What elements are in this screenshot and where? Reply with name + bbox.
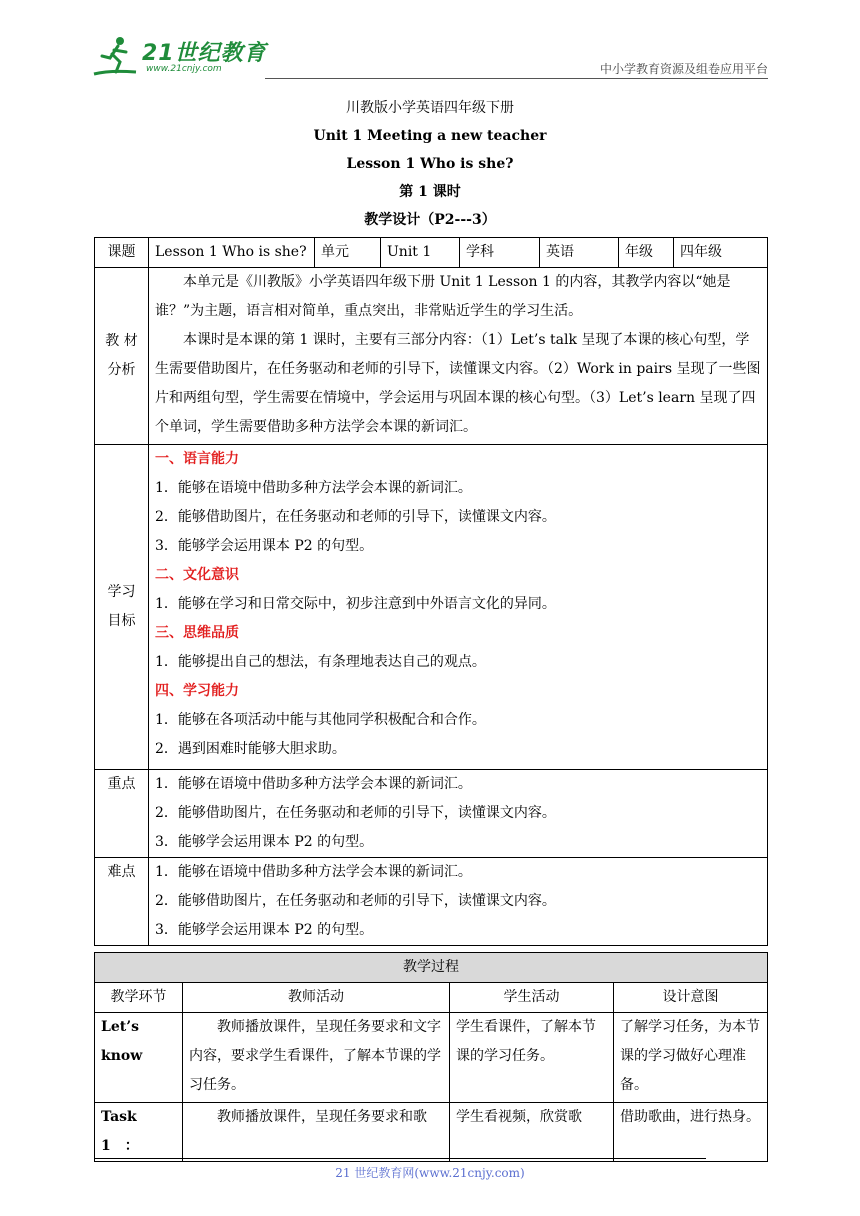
process-header-intent: 设计意图 — [614, 983, 768, 1013]
title-block — [0, 94, 860, 234]
difficult-point-item: 3．能够学会运用课本 P2 的句型。 — [155, 922, 374, 938]
process-title: 教学过程 — [95, 953, 768, 983]
info-value-grade: 四年级 — [674, 238, 768, 268]
goal-item: 1．能够在各项活动中能与其他同学积极配合和合作。 — [155, 712, 486, 728]
process-header-student: 学生活动 — [450, 983, 614, 1013]
goals-heading-1: 一、语言能力 — [155, 451, 239, 467]
info-value-topic: Lesson 1 Who is she? — [149, 238, 315, 268]
title-line-2: Unit 1 Meeting a new teacher — [313, 128, 547, 144]
process-intent: 了解学习任务，为本节课的学习做好心理准备。 — [614, 1013, 768, 1103]
logo — [90, 34, 267, 78]
info-key-subject: 学科 — [460, 238, 540, 268]
goal-item: 2．能够借助图片，在任务驱动和老师的引导下，读懂课文内容。 — [155, 509, 556, 525]
info-key-topic: 课题 — [95, 238, 149, 268]
goal-item: 2．遇到困难时能够大胆求助。 — [155, 741, 346, 757]
difficult-points-row — [95, 858, 768, 946]
goal-item: 3．能够学会运用课本 P2 的句型。 — [155, 538, 374, 554]
logo-url: www.21cnjy.com — [146, 64, 222, 74]
process-intent: 借助歌曲，进行热身。 — [614, 1103, 768, 1162]
goals-heading-4: 四、学习能力 — [155, 683, 239, 699]
info-key-unit: 单元 — [315, 238, 381, 268]
process-student-activity: 学生看视频，欣赏歌 — [450, 1103, 614, 1162]
goal-item: 1．能够在学习和日常交际中，初步注意到中外语言文化的异同。 — [155, 596, 556, 612]
key-points-row — [95, 770, 768, 858]
info-value-unit: Unit 1 — [381, 238, 460, 268]
lesson-plan-table — [94, 237, 768, 946]
page-header — [0, 0, 860, 80]
process-header-row — [95, 983, 768, 1013]
process-header-stage: 教学环节 — [95, 983, 183, 1013]
analysis-row — [95, 268, 768, 445]
goals-content — [149, 445, 768, 770]
title-line-5: 教学设计（P2---3） — [364, 212, 496, 228]
difficult-points-content — [149, 858, 768, 946]
title-line-3: Lesson 1 Who is she? — [346, 156, 514, 172]
info-key-grade: 年级 — [619, 238, 674, 268]
process-header-teacher: 教师活动 — [183, 983, 450, 1013]
title-line-4: 第 1 课时 — [399, 184, 461, 200]
runner-icon — [90, 34, 142, 78]
process-stage: Task 1 ： — [95, 1103, 183, 1162]
process-teacher-activity: 教师播放课件，呈现任务要求和歌 — [183, 1103, 450, 1162]
key-point-item: 2．能够借助图片，在任务驱动和老师的引导下，读懂课文内容。 — [155, 805, 556, 821]
difficult-point-item: 2．能够借助图片，在任务驱动和老师的引导下，读懂课文内容。 — [155, 893, 556, 909]
process-stage: Let’s know — [95, 1013, 183, 1103]
goals-heading-2: 二、文化意识 — [155, 567, 239, 583]
key-points-content — [149, 770, 768, 858]
key-point-item: 3．能够学会运用课本 P2 的句型。 — [155, 834, 374, 850]
analysis-label: 教 材分析 — [95, 268, 149, 445]
process-student-activity: 学生看课件，了解本节课的学习任务。 — [450, 1013, 614, 1103]
key-points-label: 重点 — [95, 770, 149, 858]
platform-name: 中小学教育资源及组卷应用平台 — [599, 62, 768, 76]
table-row — [95, 1103, 768, 1162]
info-row — [95, 238, 768, 268]
goal-item: 1．能够在语境中借助多种方法学会本课的新词汇。 — [155, 480, 472, 496]
logo-text: 21世纪教育 — [142, 41, 267, 66]
table-row — [95, 1013, 768, 1103]
header-divider — [265, 78, 768, 79]
goals-row — [95, 445, 768, 770]
analysis-paragraph-2: 本课时是本课的第 1 课时，主要有三部分内容：（1）Let’s talk 呈现了本课的核心句型，学生需要借助图片，在任务驱动和老师的引导下，读懂课文内容。（2）Work in pairs 呈现了一些图片和两组句型，学生需要在情境中，学会运用与巩固本课的核心句型。（3）Let’s learn 呈现了四个单词，学生需要借助多种方法学会本课的新词汇。 — [155, 332, 761, 435]
difficult-points-label: 难点 — [95, 858, 149, 946]
difficult-point-item: 1．能够在语境中借助多种方法学会本课的新词汇。 — [155, 864, 472, 880]
process-table — [94, 952, 768, 1162]
goal-item: 1．能够提出自己的想法，有条理地表达自己的观点。 — [155, 654, 486, 670]
goals-label: 学习目标 — [95, 445, 149, 770]
title-line-1: 川教版小学英语四年级下册 — [346, 100, 514, 116]
analysis-paragraph-1: 本单元是《川教版》小学英语四年级下册 Unit 1 Lesson 1 的内容，其教学内容以“她是谁？”为主题，语言相对简单，重点突出，非常贴近学生的学习生活。 — [155, 274, 731, 319]
goals-heading-3: 三、思维品质 — [155, 625, 239, 641]
key-point-item: 1．能够在语境中借助多种方法学会本课的新词汇。 — [155, 776, 472, 792]
footer-divider — [94, 1158, 706, 1159]
footer-link[interactable]: 21 世纪教育网(www.21cnjy.com) — [335, 1166, 525, 1180]
analysis-content — [149, 268, 768, 445]
process-teacher-activity: 教师播放课件，呈现任务要求和文字内容，要求学生看课件，了解本节课的学习任务。 — [183, 1013, 450, 1103]
info-value-subject: 英语 — [540, 238, 619, 268]
